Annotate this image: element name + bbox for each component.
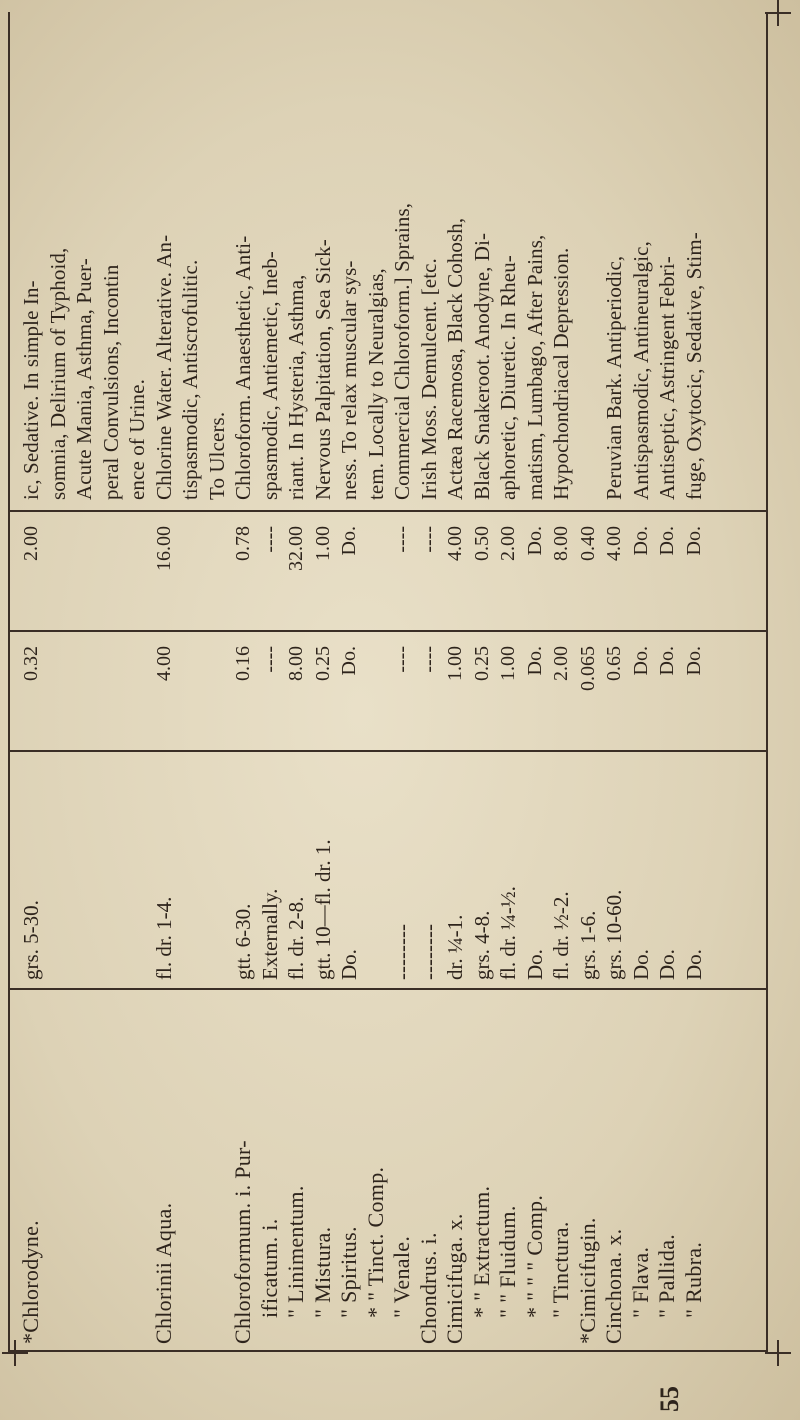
price-oz-cell: ---- — [417, 646, 440, 673]
price-lb-cell: 0.50 — [470, 526, 493, 561]
price-oz-cell: 2.00 — [550, 646, 572, 681]
drug-price-table — [8, 12, 768, 1352]
uses-cell: Antiseptic, Astringent Febri- — [655, 256, 679, 500]
drug-name-cell: " Linimentum. — [283, 1185, 308, 1318]
drug-name-cell: " Venale. — [389, 1235, 414, 1318]
dose-cell — [363, 758, 390, 980]
dose-cell: grs. 4-8. — [469, 910, 494, 980]
price-oz-cell — [98, 636, 125, 748]
drug-name-cell: Cimicifuga. x. — [442, 1213, 467, 1344]
dose-cell: dr. ¼-1. — [443, 914, 467, 980]
price-oz-cell — [204, 636, 231, 748]
price-lb-cell — [177, 516, 204, 628]
drug-name-cell: *Cimicifugin. — [574, 1217, 600, 1344]
uses-cell: tem. Locally to Neuralgias, — [363, 268, 388, 500]
drug-name-cell: * " " " Comp. — [521, 1194, 547, 1318]
price-lb-cell — [45, 516, 72, 628]
price-oz-cell: 1.00 — [444, 646, 466, 681]
dose-cell: Do. — [337, 949, 361, 980]
dose-cell: gtt. 10—fl. dr. 1. — [310, 839, 335, 980]
dose-cell: grs. 10-60. — [602, 889, 626, 980]
uses-cell: Black Snakeroot. Anodyne, Di- — [469, 232, 494, 500]
uses-cell: somnia, Delirium of Typhoid, — [45, 247, 70, 500]
uses-cell: Antispasmodic, Antineuralgic, — [628, 241, 653, 500]
drug-name-cell — [204, 994, 231, 1344]
dose-cell — [124, 758, 151, 980]
drug-name-cell — [71, 994, 98, 1344]
price-lb-cell: 8.00 — [550, 526, 572, 561]
dose-cell: fl. dr. ½-2. — [549, 891, 573, 980]
drug-name-cell: " Mistura. — [309, 1226, 335, 1318]
price-lb-cell — [71, 516, 98, 628]
drug-name-cell — [177, 994, 204, 1344]
uses-cell: matism, Lumbago, After Pains, — [522, 234, 547, 500]
price-oz-cell: Do. — [338, 646, 360, 676]
price-lb-cell: ---- — [391, 526, 413, 553]
price-oz-cell: 0.25 — [311, 646, 334, 681]
price-lb-column — [18, 516, 758, 628]
uses-cell: To Ulcers. — [204, 411, 229, 500]
drug-name-cell: Chlorinii Aqua. — [150, 1202, 176, 1344]
price-oz-cell: 0.25 — [470, 646, 493, 681]
drug-name-cell: Cinchona. x. — [601, 1228, 626, 1344]
price-oz-column — [18, 636, 758, 748]
uses-cell: ence of Urine. — [125, 379, 149, 500]
uses-cell: fuge, Oxytocic, Sedative, Stim- — [681, 232, 706, 500]
price-lb-cell: Do. — [656, 526, 678, 556]
price-oz-cell — [177, 636, 204, 748]
column-rule — [8, 510, 768, 512]
price-lb-cell: 2.00 — [497, 526, 519, 561]
price-lb-cell: 0.78 — [232, 526, 254, 561]
dose-cell — [45, 758, 72, 980]
price-lb-cell — [124, 516, 151, 628]
dose-cell: Do. — [522, 949, 547, 980]
drug-name-cell: " " Fluidum. — [495, 1205, 520, 1318]
drug-name-cell — [45, 994, 72, 1344]
dose-cell — [204, 758, 231, 980]
price-oz-cell: 0.65 — [603, 646, 625, 681]
price-oz-cell: Do. — [523, 646, 546, 676]
uses-cell: ic, Sedative. In simple In- — [19, 280, 43, 500]
drug-name-cell: * " Extractum. — [468, 1185, 494, 1318]
drug-name-cell: " Tinctura. — [548, 1221, 573, 1318]
price-lb-cell — [98, 516, 125, 628]
dose-cell: gtt. 6-30. — [231, 903, 255, 980]
uses-cell: Irish Moss. Demulcent. [etc. — [416, 258, 441, 500]
price-oz-cell: ---- — [391, 646, 413, 673]
column-rule — [8, 750, 768, 752]
dose-cell: grs. 5-30. — [19, 900, 43, 980]
dose-cell: -------- — [416, 924, 441, 980]
uses-cell: Hypochondriacal Depression. — [549, 247, 573, 500]
dose-cell: fl. dr. ¼-½. — [496, 886, 520, 980]
price-oz-cell: ---- — [258, 646, 281, 673]
price-lb-cell: 1.00 — [311, 526, 334, 561]
dose-cell: Do. — [628, 949, 653, 980]
dose-cell: grs. 1-6. — [575, 910, 600, 980]
drug-name-cell: Chondrus. i. — [415, 1232, 441, 1344]
dose-cell: Do. — [681, 949, 706, 980]
uses-cell: spasmodic, Antiemetic, Ineb- — [257, 251, 282, 500]
price-oz-cell: 0.32 — [20, 646, 42, 681]
drug-name-cell: ificatum. i. — [256, 1218, 282, 1318]
price-oz-cell: Do. — [629, 646, 652, 676]
drug-name-cell: " Spiritus. — [336, 1226, 361, 1318]
drug-name-cell: * " Tinct. Comp. — [362, 1166, 388, 1318]
price-lb-cell: ---- — [417, 526, 440, 553]
drug-name-cell — [98, 994, 125, 1344]
dose-column — [18, 758, 758, 980]
uses-cell — [575, 20, 602, 500]
price-lb-cell: Do. — [338, 526, 360, 556]
dose-cell: Externally. — [257, 888, 282, 980]
price-lb-cell: ---- — [258, 526, 281, 553]
column-rule — [8, 988, 768, 990]
column-rule — [8, 630, 768, 632]
price-lb-cell: 2.00 — [20, 526, 42, 561]
price-lb-cell — [204, 516, 231, 628]
price-oz-cell: 0.16 — [232, 646, 254, 681]
uses-cell: Acute Mania, Asthma, Puer- — [72, 258, 96, 500]
uses-cell: Commercial Chloroform.] Sprains, — [390, 202, 414, 500]
price-lb-cell: 32.00 — [285, 526, 307, 571]
price-oz-cell: Do. — [682, 646, 705, 676]
price-lb-cell: 16.00 — [152, 526, 175, 571]
dose-cell — [71, 758, 98, 980]
dose-cell: -------- — [390, 924, 414, 980]
price-oz-cell — [363, 636, 390, 748]
price-oz-cell — [71, 636, 98, 748]
dose-cell — [98, 758, 125, 980]
uses-cell: Actæa Racemosa, Black Cohosh, — [443, 217, 467, 500]
price-oz-cell: 0.065 — [576, 646, 599, 691]
drug-name-cell: *Chlorodyne. — [18, 1220, 43, 1344]
price-oz-cell: 8.00 — [285, 646, 307, 681]
uses-column — [18, 20, 758, 500]
dose-cell: Do. — [655, 949, 679, 980]
drug-name-cell: " Rubra. — [680, 1241, 706, 1318]
price-oz-cell: Do. — [656, 646, 678, 676]
drug-name-cell: Chloroformum. i. Pur- — [230, 1140, 255, 1344]
column-rule — [8, 1350, 768, 1352]
price-oz-cell: 1.00 — [497, 646, 519, 681]
price-lb-cell: Do. — [523, 526, 546, 556]
table-bottom-rule — [766, 12, 768, 1352]
uses-cell: ness. To relax muscular sys- — [337, 260, 361, 500]
page-number: 55 — [655, 1386, 684, 1412]
drug-name-cell: " Flava. — [627, 1246, 653, 1318]
uses-cell: Chloroform. Anaesthetic, Anti- — [231, 235, 255, 500]
drug-name-cell — [124, 994, 151, 1344]
uses-cell: tispasmodic, Antiscrofulitic. — [178, 259, 202, 500]
price-lb-cell: 4.00 — [603, 526, 625, 561]
price-lb-cell: Do. — [682, 526, 705, 556]
uses-cell: riant. In Hysteria, Asthma, — [284, 274, 308, 500]
price-oz-cell — [45, 636, 72, 748]
table-top-rule — [8, 12, 10, 1352]
drug-name-cell: " Pallida. — [654, 1233, 679, 1318]
price-lb-cell: Do. — [629, 526, 652, 556]
dose-cell — [177, 758, 204, 980]
price-lb-cell — [363, 516, 390, 628]
uses-cell: peral Convulsions, Incontin — [98, 264, 123, 500]
drug-name-column — [18, 994, 758, 1344]
price-lb-cell: 4.00 — [444, 526, 466, 561]
uses-cell: Nervous Palpitation, Sea Sick- — [310, 239, 335, 500]
uses-cell: Chlorine Water. Alterative. An- — [151, 234, 176, 500]
uses-cell: Peruvian Bark. Antiperiodic, — [602, 255, 626, 500]
dose-cell: fl. dr. 1-4. — [151, 896, 176, 980]
price-oz-cell: 4.00 — [152, 646, 175, 681]
uses-cell: aphoretic, Diuretic. In Rheu- — [496, 255, 520, 500]
dose-cell: fl. dr. 2-8. — [284, 896, 308, 980]
price-oz-cell — [124, 636, 151, 748]
price-lb-cell: 0.40 — [576, 526, 599, 561]
